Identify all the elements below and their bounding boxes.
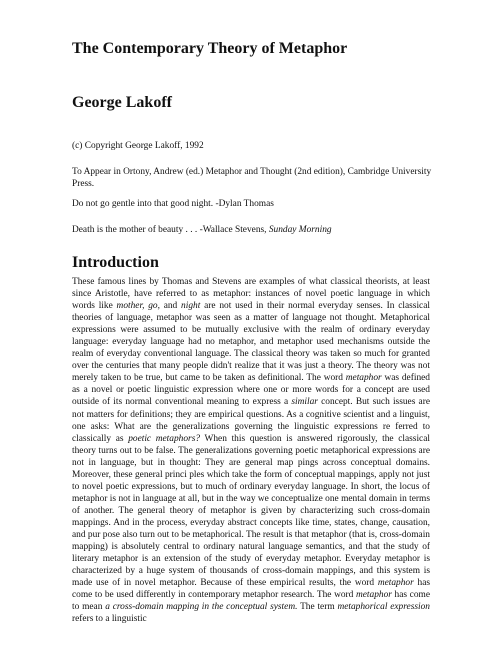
body-italic-segment: night — [181, 301, 201, 312]
body-text-segment: concept. But such issues are not matters for definitions; they are empirical questions. As a cognitive scientist and a linguist, one asks: What are the generalizations governing the linguistic expressions re ferred to classically as — [72, 397, 430, 444]
copyright-line: (c) Copyright George Lakoff, 1992 — [72, 141, 204, 151]
body-text-segment: refers to a linguistic — [72, 614, 147, 625]
epigraph-stevens — [72, 224, 442, 236]
body-italic-segment: metaphor — [377, 578, 414, 589]
section-heading-introduction: Introduction — [72, 254, 159, 271]
body-text-segment: are not used in their normal everyday senses. In classical theories of language, metaphor was seen as a matter of language not thought. Metaphorical expressions were assumed to be mutually exclusive with the realm of ordinary everyday language: everyday language had no metaphor, and metaphor used mechanisms outside the realm of everyday conventional language. The classical theory was taken so much for granted over the centuries that many people didn't realize that it was just a theory. The theory was not merely taken to be true, but came to be taken as definitional. The word — [72, 301, 430, 384]
publication-note: To Appear in Ortony, Andrew (ed.) Metaphor and Thought (2nd edition), Cambridge University Press. — [72, 167, 432, 189]
body-text-segment: and — [159, 301, 182, 312]
body-text-segment: When this question is answered rigorously, the classical theory turns out to be false. The generalizations governing poetic metaphorical expressions are not in language, but in thought: They are general map pings across conceptual domains. Moreover, these general princi ples which take the form of conceptual mappings, apply not just to novel poetic expressions, but to much of ordinary everyday language. In short, the locus of metaphor is not in language at all, but in the way we conceptualize one mental domain in terms of another. The general theory of metaphor is given by characterizing such cross-domain mappings. And in the process, everyday abstract concepts like time, states, change, causation, and pur pose also turn out to be metaphorical. The result is that metaphor (that is, cross-domain mapping) is absolutely central to ordinary natural language semantics, and that the study of literary metaphor is an extension of the study of everyday metaphor. Everyday metaphor is characterized by a huge system of thousands of cross-domain mappings, and this system is made use of in novel metaphor. Because of these empirical results, the word — [72, 433, 430, 589]
body-italic-segment: metaphorical expression — [337, 602, 430, 613]
body-italic-segment: a cross-domain mapping in the conceptual system. — [105, 602, 298, 613]
epigraph-thomas: Do not go gentle into that good night. -Dylan Thomas — [72, 199, 274, 209]
body-italic-segment: similar — [291, 397, 318, 408]
body-text-segment: These famous lines by Thomas and Stevens are examples of what classical theorists, at least since Aristotle, have referred to as metaphor: instances of novel poetic language in which words like — [72, 277, 430, 312]
body-text-segment: The term — [297, 602, 338, 613]
body-italic-segment: metaphor — [355, 590, 392, 601]
body-italic-segment: mother, go, — [116, 301, 160, 312]
body-italic-segment: metaphor — [345, 373, 382, 384]
introduction-paragraph — [72, 276, 430, 625]
paper-title: The Contemporary Theory of Metaphor — [72, 40, 348, 57]
body-text-segment: has come to be used differently in contemporary metaphor research. The word — [72, 578, 431, 601]
body-text-segment: has come to mean — [72, 590, 430, 613]
paper-author: George Lakoff — [72, 94, 172, 111]
epigraph-stevens-text: Death is the mother of beauty . . . -Wallace Stevens, — [72, 225, 269, 235]
body-italic-segment: poetic metaphors? — [128, 433, 201, 444]
body-text-segment: was defined as a novel or poetic linguistic expression where one or more words for a concept are used outside of its normal conventional meaning to express a — [72, 373, 430, 408]
epigraph-stevens-work: Sunday Morning — [268, 225, 332, 235]
